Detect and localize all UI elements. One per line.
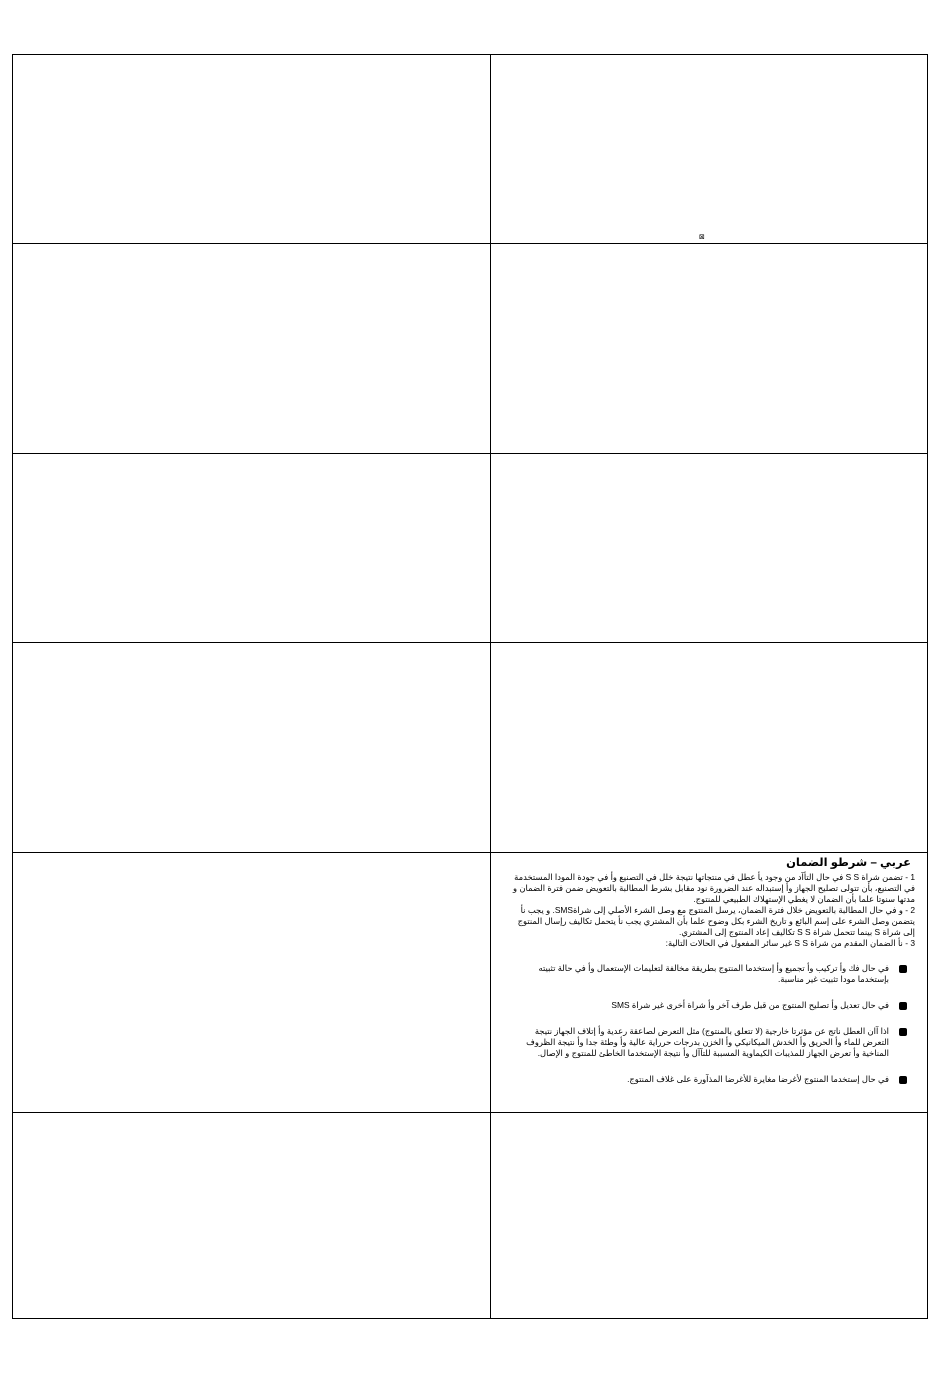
document-grid xyxy=(12,54,928,1319)
box-marker: ⊠ xyxy=(699,234,705,241)
exclusion-text: في حال فك وأ تركيب وأ تجميع وأ إستخدما المنتوج بطريقة مخالفة لتعليمات الإستعمال وأ في حالة تثبيته بإستخدما مودا تثبيت غير مناسبة. xyxy=(538,963,889,984)
exclusion-item xyxy=(525,1026,907,1059)
cell-row1-right xyxy=(491,55,927,244)
cell-row1-left xyxy=(13,55,491,244)
exclusion-text: في حال تعديل وأ تصليح المنتوج من قبل طرف آخر وأ شراة أخرى غير شراة SMS xyxy=(611,1000,889,1010)
exclusion-text: اذا آان العطل ناتج عن مؤثرتا خارجية (لا تتعلق بالمنتوج) مثل التعرض لصاعقة رعدية وأ إتلاف الجهاز نتيجة التعرض للماء وأ الحريق وأ الخدش الميكانيكي وأ الخزن بدرجات حرراية عالية وأ وطئة جدا وأ نتيجة الظروف المناخية وأ تعرض الجهاز للمذيبات الكيماوية المسببة للتآآل وأ نتيجة الإستخدما الخاطئ للمنتوج و الإصال. xyxy=(526,1026,889,1058)
cell-row5-left xyxy=(13,853,491,1113)
exclusion-item xyxy=(525,1074,907,1085)
bullet-icon xyxy=(899,1076,907,1084)
cell-row2-right xyxy=(491,244,927,454)
bullet-icon xyxy=(899,1002,907,1010)
warranty-exclusions-list xyxy=(505,963,915,1085)
cell-row6-left xyxy=(13,1113,491,1318)
cell-row3-left xyxy=(13,454,491,643)
cell-row4-right xyxy=(491,643,927,853)
bullet-icon xyxy=(899,1028,907,1036)
exclusion-text: في حال إستخدما المنتوج لأغرضا مغايرة للأغرضا المذآورة على غلاف المنتوج. xyxy=(627,1074,889,1084)
bullet-icon xyxy=(899,965,907,973)
warranty-text-block xyxy=(491,853,927,1085)
cell-row4-left xyxy=(13,643,491,853)
exclusion-item xyxy=(525,1000,907,1011)
cell-row2-left xyxy=(13,244,491,454)
warranty-clause-2: 2 - و في حال المطالبة بالتعويض خلال فترة الضمان، يرسل المنتوج مع وصل الشرء الأصلي إلى شراةSMS. و يجب نأ يتضمن وصل الشرء على إسم البائع و تاريخ الشرء بكل وضوح علما بأن المشتري يجب نأ يتحمل تكاليف رإسال المنتوج إلى شراة S بينما تتحمل شراة S S تكاليف إعاد المنتوج إلى المشتري. xyxy=(517,905,915,937)
warranty-section xyxy=(491,853,927,1113)
warranty-title: عربي – شرطو الضمان xyxy=(786,857,911,869)
warranty-clause-1: 1 - تضمن شراة S S في حال التأآد من وجود يأ عطل في منتجاتها نتيجة خلل في التصنيع وأ في جودة المودا المستخدمة في التصنيع، بأن تتولى تصليح الجهاز وأ إستبداله عند الضرورة نود مقابل بشرط المطالبة بالتعويض ضمن فترة الضمان و مدتها سنوتا علما بأن الضمان لا يغطي الإستهلاك الطبيعي للمنتوج. xyxy=(513,872,915,904)
cell-row6-right xyxy=(491,1113,927,1318)
exclusion-item xyxy=(525,963,907,985)
cell-row3-right xyxy=(491,454,927,643)
warranty-clause-3: 3 - نأ الضمان المقدم من شراة S S غير سائر المفعول في الحالات التالية: xyxy=(665,938,915,948)
